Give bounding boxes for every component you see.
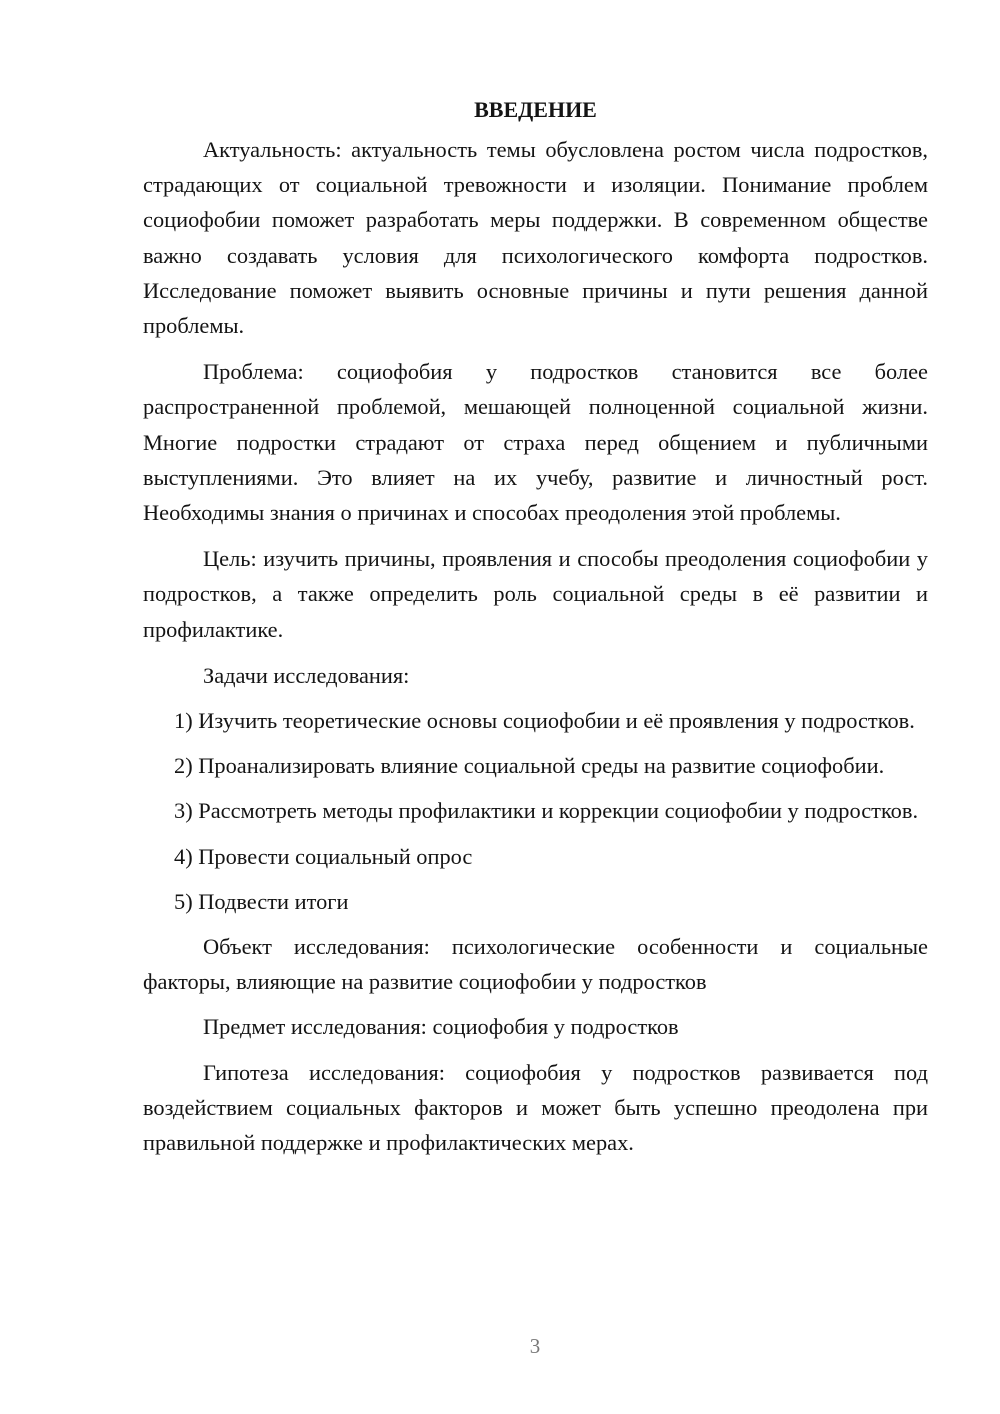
task-item: 2) Проанализировать влияние социальной среды на развитие социофобии. <box>174 753 885 779</box>
task-item: 5) Подвести итоги <box>174 888 349 914</box>
paragraph-subject: Предмет исследования: социофобия у подростков <box>203 1014 679 1040</box>
document-page <box>143 92 928 1160</box>
paragraph-goal: Цель: изучить причины, проявления и способы преодоления социофобии у подростков, а также определить роль социальной среды в её развитии и профилактике. <box>143 546 928 642</box>
tasks-heading: Задачи исследования: <box>203 662 410 688</box>
task-item: 4) Провести социальный опрос <box>174 843 473 869</box>
tasks-list <box>143 703 928 919</box>
paragraph-problem: Проблема: социофобия у подростков становится все более распространенной проблемой, мешающей полноценной социальной жизни. Многие подростки страдают от страха перед общением и публичными выступлениями. Это влияет на их учебу, развитие и личностный рост. Необходимы знания о причинах и способах преодоления этой проблемы. <box>143 359 928 526</box>
task-item: 3) Рассмотреть методы профилактики и коррекции социофобии у подростков. <box>174 798 919 824</box>
page-number: 3 <box>529 1334 541 1358</box>
paragraph-object: Объект исследования: психологические особенности и социальные факторы, влияющие на развитие социофобии у подростков <box>143 934 928 995</box>
task-item: 1) Изучить теоретические основы социофобии и её проявления у подростков. <box>174 708 915 734</box>
section-title: ВВЕДЕНИЕ <box>474 97 597 122</box>
paragraph-relevance: Актуальность: актуальность темы обусловлена ростом числа подростков, страдающих от социальной тревожности и изоляции. Понимание проблем социофобии поможет разработать меры поддержки. В современном обществе важно создавать условия для психологического комфорта подростков. Исследование поможет выявить основные причины и пути решения данной проблемы. <box>143 137 928 339</box>
paragraph-hypothesis: Гипотеза исследования: социофобия у подростков развивается под воздействием социальных факторов и может быть успешно преодолена при правильной поддержке и профилактических мерах. <box>143 1059 928 1156</box>
